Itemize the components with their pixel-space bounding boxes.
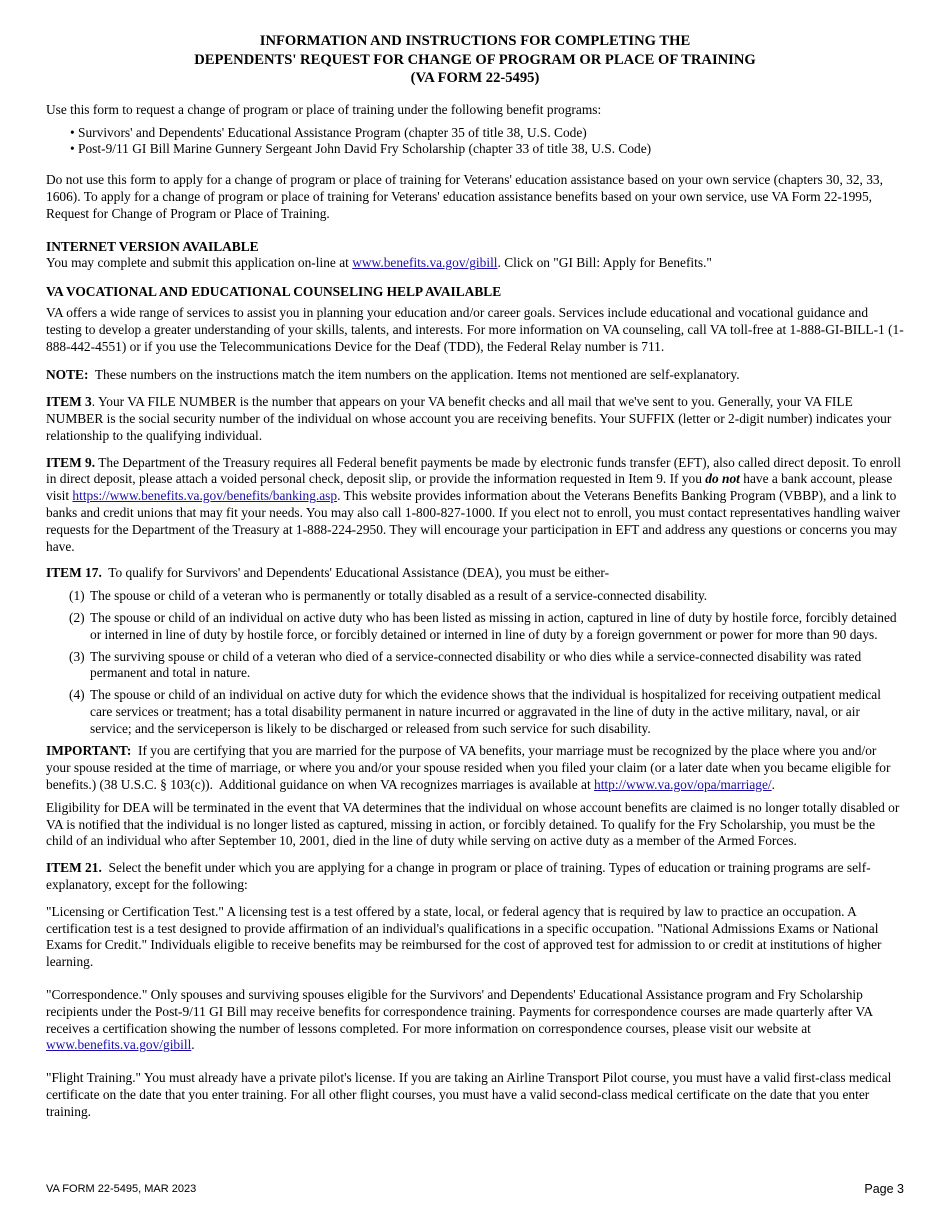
item-9-text-1: The Department of the Treasury requires all Federal benefit payments be made by electronic funds transfer (EFT), also called direct deposit. To enroll in direct deposit, please attach a voided personal check, deposit slip, or provide the information requested in Item 9. If you <box>46 454 901 487</box>
item-9-emphasis: do not <box>705 471 740 487</box>
counseling-paragraph: VA offers a wide range of services to assist you in planning your education and/or career goals. Services include educational and vocational guidance and testing to develop a greater understanding of your skills, talents, and interests. For more information on VA counseling, call VA toll-free at 1-888-GI-BILL-1 (1-888-442-4551) or if you use the Telecommunications Device for the Deaf (TDD), the Federal Relay number is 711. <box>46 304 904 354</box>
list-item <box>46 687 904 737</box>
title-line-1: INFORMATION AND INSTRUCTIONS FOR COMPLETING THE <box>259 33 691 49</box>
item-17-paragraph <box>46 565 904 582</box>
do-not-use-paragraph: Do not use this form to apply for a change of program or place of training for Veterans' education assistance based on your own service (chapters 30, 32, 33, 1606). To apply for a change of program or place of training for Veterans' education assistance benefits based on your own service, use VA Form 22-1995, Request for Change of Program or Place of Training. <box>46 172 883 221</box>
item-9-text-3: . This website provides information about the Veterans Benefits Banking Program (VBBP), and a link to banks and credit unions that may fit your needs. You may also call 1-800-827-1000. If you elect not to enroll, you must contact representatives handling waiver requests for the Department of the Treasury at 1-888-224-2950. They will encourage your participation in EFT and address any questions or concerns you may have. <box>46 488 901 554</box>
item-3-label: ITEM 3 <box>46 394 92 410</box>
note-text: These numbers on the instructions match the item numbers on the application. Items not mentioned are self-explanatory. <box>88 367 740 383</box>
item-17-text: To qualify for Survivors' and Dependents' Educational Assistance (DEA), you must be either- <box>101 565 610 581</box>
dea-qualification-list <box>46 588 904 737</box>
list-text: The spouse or child of an individual on active duty for which the evidence shows that the individual is hospitalized for receiving outpatient medical care services or treatment; has a total disability permanent in nature incurred or aggravated in the line of duty in the active military, naval, or air service; and the serviceperson is likely to be discharged or released from such service for such disability. <box>90 687 881 736</box>
licensing-paragraph: "Licensing or Certification Test." A licensing test is a test offered by a state, local, or federal agency that is required by law to practice an occupation. A certification test is a test designed to provide affirmation of an individual's qualifications in a specific occupation. "National Admissions Exams or National Exams for Credit." Individuals eligible to receive benefits may be reimbursed for the cost of approved test for admission to or credit at institutions of higher learning. <box>46 903 882 970</box>
flight-paragraph: "Flight Training." You must already have a private pilot's license. If you are taking an Airline Transport Pilot course, you must have a valid first-class medical certificate on the date that you enter training. For all other flight courses, you must have a valid second-class medical certificate on the date that you enter training. <box>46 1070 892 1119</box>
list-number: (1) <box>69 588 85 604</box>
form-number: VA FORM 22-5495, MAR 2023 <box>46 1183 197 1195</box>
important-label: IMPORTANT: <box>46 743 132 759</box>
title-line-3: (VA FORM 22-5495) <box>410 70 540 87</box>
item-21-label: ITEM 21. <box>46 860 102 876</box>
item-3-text: . Your VA FILE NUMBER is the number that appears on your VA benefit checks and all mail that we've sent to you. Generally, your VA FILE NUMBER is the social security number of the individual on whose account you are receiving benefits. Your SUFFIX (letter or 2-digit number) indicates your relationship to the qualifying individual. <box>46 394 892 443</box>
important-paragraph <box>46 743 904 793</box>
list-item <box>46 649 904 683</box>
list-item <box>46 610 904 644</box>
instructions-page <box>46 32 904 1121</box>
list-text: The surviving spouse or child of a veteran who died of a service-connected disability or who dies while a service-connected disability was rated permanent and total in nature. <box>90 648 862 681</box>
correspondence-text: "Correspondence." Only spouses and surviving spouses eligible for the Survivors' and Dependents' Educational Assistance program and Fry Scholarship recipients under the Post-9/11 GI Bill may receive benefits for correspondence training. Payments for correspondence courses are made quarterly after VA receives a certification showing the number of lessons completed. For more information on correspondence courses, please visit our website at <box>46 987 873 1036</box>
note-paragraph <box>46 367 904 384</box>
counseling-heading: VA VOCATIONAL AND EDUCATIONAL COUNSELING HELP AVAILABLE <box>46 284 502 300</box>
correspondence-paragraph <box>46 987 904 1054</box>
internet-heading: INTERNET VERSION AVAILABLE <box>46 238 259 254</box>
intro-text: Use this form to request a change of program or place of training under the following benefit programs: <box>46 101 602 117</box>
list-number: (2) <box>69 609 85 625</box>
list-item <box>46 588 904 605</box>
item-17-label: ITEM 17. <box>46 565 102 581</box>
title-line-2: DEPENDENTS' REQUEST FOR CHANGE OF PROGRAM OR PLACE OF TRAINING <box>194 51 756 68</box>
page-number: Page 3 <box>864 1182 904 1196</box>
note-label: NOTE: <box>46 367 89 383</box>
item-3-paragraph <box>46 394 904 444</box>
important-text: If you are certifying that you are married for the purpose of VA benefits, your marriage must be recognized by the place where you and/or your spouse resided at the time of marriage, or where you and/or your spouse resided when you filed your claim (or a later date when you became eligible for benefits.) (38 U.S.C. § 103(c)). Additional guidance on when VA recognizes marriages is available at <box>46 743 894 793</box>
internet-text-post: . Click on "GI Bill: Apply for Benefits." <box>497 255 712 271</box>
page-title <box>46 32 904 88</box>
gibill-link[interactable]: www.benefits.va.gov/gibill <box>352 255 498 271</box>
item-9-label: ITEM 9. <box>46 454 96 470</box>
internet-paragraph <box>46 255 904 272</box>
important-post: . <box>771 777 776 793</box>
correspondence-post: . <box>191 1037 195 1053</box>
item-21-text: Select the benefit under which you are applying for a change in program or place of training. Types of education or training programs are self-explanatory, except for the following: <box>46 860 871 893</box>
correspondence-link[interactable]: www.benefits.va.gov/gibill <box>46 1037 192 1053</box>
item-9-paragraph <box>46 455 904 556</box>
benefit-programs-list <box>46 125 904 159</box>
list-item: • Post-9/11 GI Bill Marine Gunnery Sergeant John David Fry Scholarship (chapter 33 of title 38, U.S. Code) <box>70 141 652 157</box>
item-9-text-2: have a bank account, please visit <box>46 471 893 504</box>
marriage-link[interactable]: http://www.va.gov/opa/marriage/ <box>594 777 772 793</box>
internet-text: You may complete and submit this application on-line at <box>46 255 353 271</box>
list-item: • Survivors' and Dependents' Educational Assistance Program (chapter 35 of title 38, U.S. Code) <box>70 124 587 140</box>
eligibility-paragraph: Eligibility for DEA will be terminated in the event that VA determines that the individual on whose account benefits are claimed is no longer totally disabled or VA is notified that the individual is no longer listed as captured, missing in action, or forcibly detained. To qualify for the Fry Scholarship, you must be the child of an individual who after September 10, 2001, died in the line of duty while serving on active duty as a member of the Armed Forces. <box>46 799 900 849</box>
banking-link[interactable]: https://www.benefits.va.gov/benefits/banking.asp <box>72 488 338 504</box>
list-number: (4) <box>69 687 85 703</box>
list-number: (3) <box>69 648 85 664</box>
item-21-paragraph <box>46 860 904 894</box>
list-text: The spouse or child of a veteran who is permanently or totally disabled as a result of a service-connected disability. <box>90 588 708 604</box>
list-text: The spouse or child of an individual on active duty who has been listed as missing in action, captured in line of duty by hostile force, forcibly detained or interned in line of duty by hostile force, or forcibly detained or interned in line of duty by a foreign government or power for more than 90 days. <box>90 609 897 642</box>
